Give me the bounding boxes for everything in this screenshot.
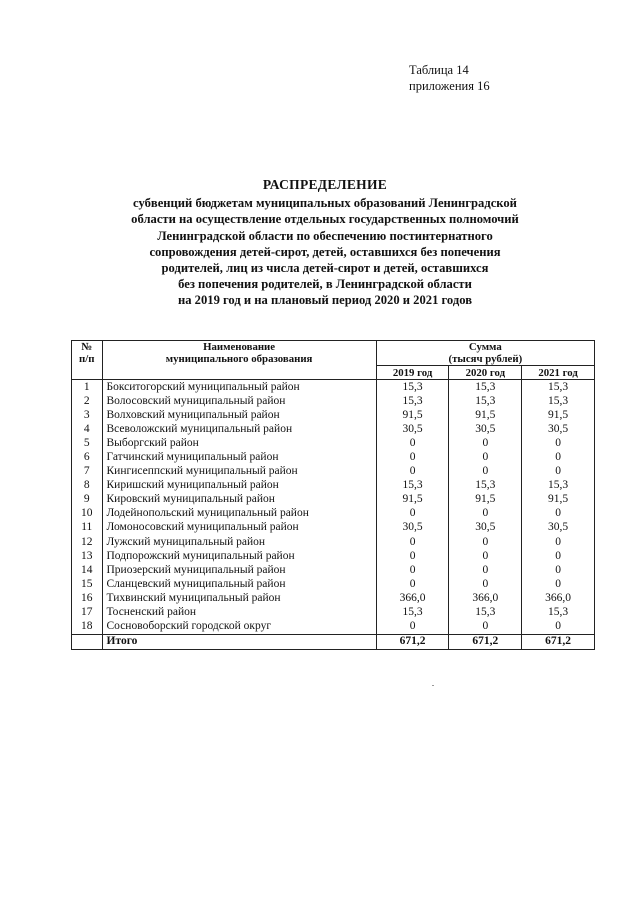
row-value-2021: 0 — [522, 620, 595, 635]
row-municipality: Киришский муниципальный район — [102, 479, 376, 493]
table-row — [72, 465, 595, 479]
table-row — [72, 450, 595, 464]
row-value-2019: 0 — [376, 465, 449, 479]
table-number: Таблица 14 — [409, 63, 469, 77]
row-value-2019: 91,5 — [376, 408, 449, 422]
row-value-2019: 0 — [376, 507, 449, 521]
table-row — [72, 507, 595, 521]
row-value-2019: 0 — [376, 549, 449, 563]
row-municipality: Выборгский район — [102, 436, 376, 450]
header-sum-line2: (тысяч рублей) — [448, 353, 523, 365]
row-value-2020: 0 — [449, 465, 522, 479]
table-row — [72, 493, 595, 507]
table-row — [72, 577, 595, 591]
row-number: 3 — [72, 408, 103, 422]
row-value-2019: 15,3 — [376, 479, 449, 493]
row-value-2021: 15,3 — [522, 479, 595, 493]
table-row — [72, 479, 595, 493]
total-label: Итого — [102, 634, 376, 649]
header-sum — [376, 341, 594, 366]
row-value-2020: 0 — [449, 577, 522, 591]
document-title — [95, 177, 555, 309]
row-municipality: Бокситогорский муниципальный район — [102, 380, 376, 395]
total-2020: 671,2 — [449, 634, 522, 649]
row-municipality: Лодейнопольский муниципальный район — [102, 507, 376, 521]
row-value-2019: 366,0 — [376, 591, 449, 605]
row-number: 4 — [72, 422, 103, 436]
title-line: Ленинградской области по обеспечению постинтернатного — [157, 228, 493, 243]
row-municipality: Гатчинский муниципальный район — [102, 450, 376, 464]
row-municipality: Волховский муниципальный район — [102, 408, 376, 422]
table-row — [72, 606, 595, 620]
row-value-2020: 0 — [449, 507, 522, 521]
row-number: 5 — [72, 436, 103, 450]
row-municipality: Всеволожский муниципальный район — [102, 422, 376, 436]
row-value-2021: 15,3 — [522, 380, 595, 395]
distribution-table — [71, 340, 595, 650]
row-municipality: Волосовский муниципальный район — [102, 394, 376, 408]
row-value-2019: 15,3 — [376, 380, 449, 395]
row-number: 18 — [72, 620, 103, 635]
table-reference — [409, 62, 490, 94]
row-municipality: Сосновоборский городской округ — [102, 620, 376, 635]
row-value-2021: 91,5 — [522, 493, 595, 507]
row-value-2019: 91,5 — [376, 493, 449, 507]
header-name-line2: муниципального образования — [165, 353, 313, 365]
row-municipality: Подпорожский муниципальный район — [102, 549, 376, 563]
row-value-2020: 30,5 — [449, 521, 522, 535]
row-number: 17 — [72, 606, 103, 620]
table-row — [72, 563, 595, 577]
table-row — [72, 535, 595, 549]
row-value-2020: 0 — [449, 620, 522, 635]
row-value-2020: 30,5 — [449, 422, 522, 436]
table-row — [72, 620, 595, 635]
title-line: сопровождения детей-сирот, детей, оставшихся без попечения — [149, 244, 501, 259]
row-value-2021: 15,3 — [522, 394, 595, 408]
total-2019: 671,2 — [376, 634, 449, 649]
table-row — [72, 408, 595, 422]
row-value-2021: 91,5 — [522, 408, 595, 422]
row-value-2021: 0 — [522, 450, 595, 464]
table-row — [72, 422, 595, 436]
table-row — [72, 436, 595, 450]
row-value-2020: 91,5 — [449, 408, 522, 422]
row-value-2020: 366,0 — [449, 591, 522, 605]
row-value-2020: 0 — [449, 535, 522, 549]
row-value-2021: 30,5 — [522, 422, 595, 436]
title-line: без попечения родителей, в Ленинградской области — [178, 277, 472, 292]
total-2021: 671,2 — [522, 634, 595, 649]
row-number: 14 — [72, 563, 103, 577]
row-value-2021: 0 — [522, 436, 595, 450]
row-value-2020: 15,3 — [449, 606, 522, 620]
row-value-2020: 0 — [449, 450, 522, 464]
row-value-2021: 15,3 — [522, 606, 595, 620]
row-value-2019: 15,3 — [376, 606, 449, 620]
header-number-line1: № — [81, 341, 93, 353]
table-row — [72, 521, 595, 535]
appendix-number: приложения 16 — [409, 79, 490, 93]
row-value-2020: 15,3 — [449, 380, 522, 395]
row-municipality: Лужский муниципальный район — [102, 535, 376, 549]
header-name — [102, 341, 376, 380]
row-municipality: Кировский муниципальный район — [102, 493, 376, 507]
row-number: 12 — [72, 535, 103, 549]
row-number: 6 — [72, 450, 103, 464]
total-number-cell — [72, 634, 103, 649]
title-line: родителей, лиц из числа детей-сирот и детей, оставшихся — [161, 261, 489, 276]
row-municipality: Тихвинский муниципальный район — [102, 591, 376, 605]
row-value-2021: 0 — [522, 535, 595, 549]
row-value-2020: 0 — [449, 563, 522, 577]
table-row — [72, 394, 595, 408]
scan-speck — [432, 685, 434, 686]
row-value-2019: 0 — [376, 577, 449, 591]
row-municipality: Тосненский район — [102, 606, 376, 620]
row-value-2020: 0 — [449, 549, 522, 563]
table-row — [72, 380, 595, 395]
row-number: 1 — [72, 380, 103, 395]
row-municipality: Сланцевский муниципальный район — [102, 577, 376, 591]
row-value-2020: 15,3 — [449, 479, 522, 493]
header-year-2020: 2020 год — [449, 366, 522, 380]
row-number: 16 — [72, 591, 103, 605]
row-value-2021: 366,0 — [522, 591, 595, 605]
row-number: 13 — [72, 549, 103, 563]
title-line: субвенций бюджетам муниципальных образований Ленинградской — [133, 196, 517, 211]
header-number-line2: п/п — [79, 353, 95, 365]
row-value-2019: 0 — [376, 563, 449, 577]
table-row — [72, 591, 595, 605]
row-value-2021: 0 — [522, 563, 595, 577]
row-value-2019: 0 — [376, 620, 449, 635]
row-value-2019: 30,5 — [376, 422, 449, 436]
table-header-row — [72, 341, 595, 366]
row-number: 10 — [72, 507, 103, 521]
row-number: 8 — [72, 479, 103, 493]
row-number: 11 — [72, 521, 103, 535]
row-municipality: Приозерский муниципальный район — [102, 563, 376, 577]
row-number: 7 — [72, 465, 103, 479]
title-heading: РАСПРЕДЕЛЕНИЕ — [262, 177, 388, 192]
header-name-line1: Наименование — [203, 341, 276, 353]
row-value-2019: 0 — [376, 535, 449, 549]
row-value-2019: 0 — [376, 450, 449, 464]
row-value-2019: 15,3 — [376, 394, 449, 408]
row-municipality: Ломоносовский муниципальный район — [102, 521, 376, 535]
total-row — [72, 634, 595, 649]
row-value-2021: 0 — [522, 507, 595, 521]
row-value-2021: 0 — [522, 577, 595, 591]
row-number: 15 — [72, 577, 103, 591]
row-value-2019: 0 — [376, 436, 449, 450]
row-number: 9 — [72, 493, 103, 507]
row-value-2020: 15,3 — [449, 394, 522, 408]
row-value-2021: 30,5 — [522, 521, 595, 535]
table-row — [72, 549, 595, 563]
row-value-2020: 0 — [449, 436, 522, 450]
title-line: на 2019 год и на плановый период 2020 и 2021 годов — [177, 293, 473, 308]
table-body — [72, 380, 595, 650]
row-value-2021: 0 — [522, 465, 595, 479]
row-number: 2 — [72, 394, 103, 408]
title-line: области на осуществление отдельных государственных полномочий — [131, 212, 519, 227]
row-municipality: Кингисеппский муниципальный район — [102, 465, 376, 479]
header-year-2019: 2019 год — [376, 366, 449, 380]
header-year-2021: 2021 год — [522, 366, 595, 380]
row-value-2020: 91,5 — [449, 493, 522, 507]
header-number — [72, 341, 103, 380]
header-sum-line1: Сумма — [468, 341, 502, 353]
row-value-2019: 30,5 — [376, 521, 449, 535]
row-value-2021: 0 — [522, 549, 595, 563]
